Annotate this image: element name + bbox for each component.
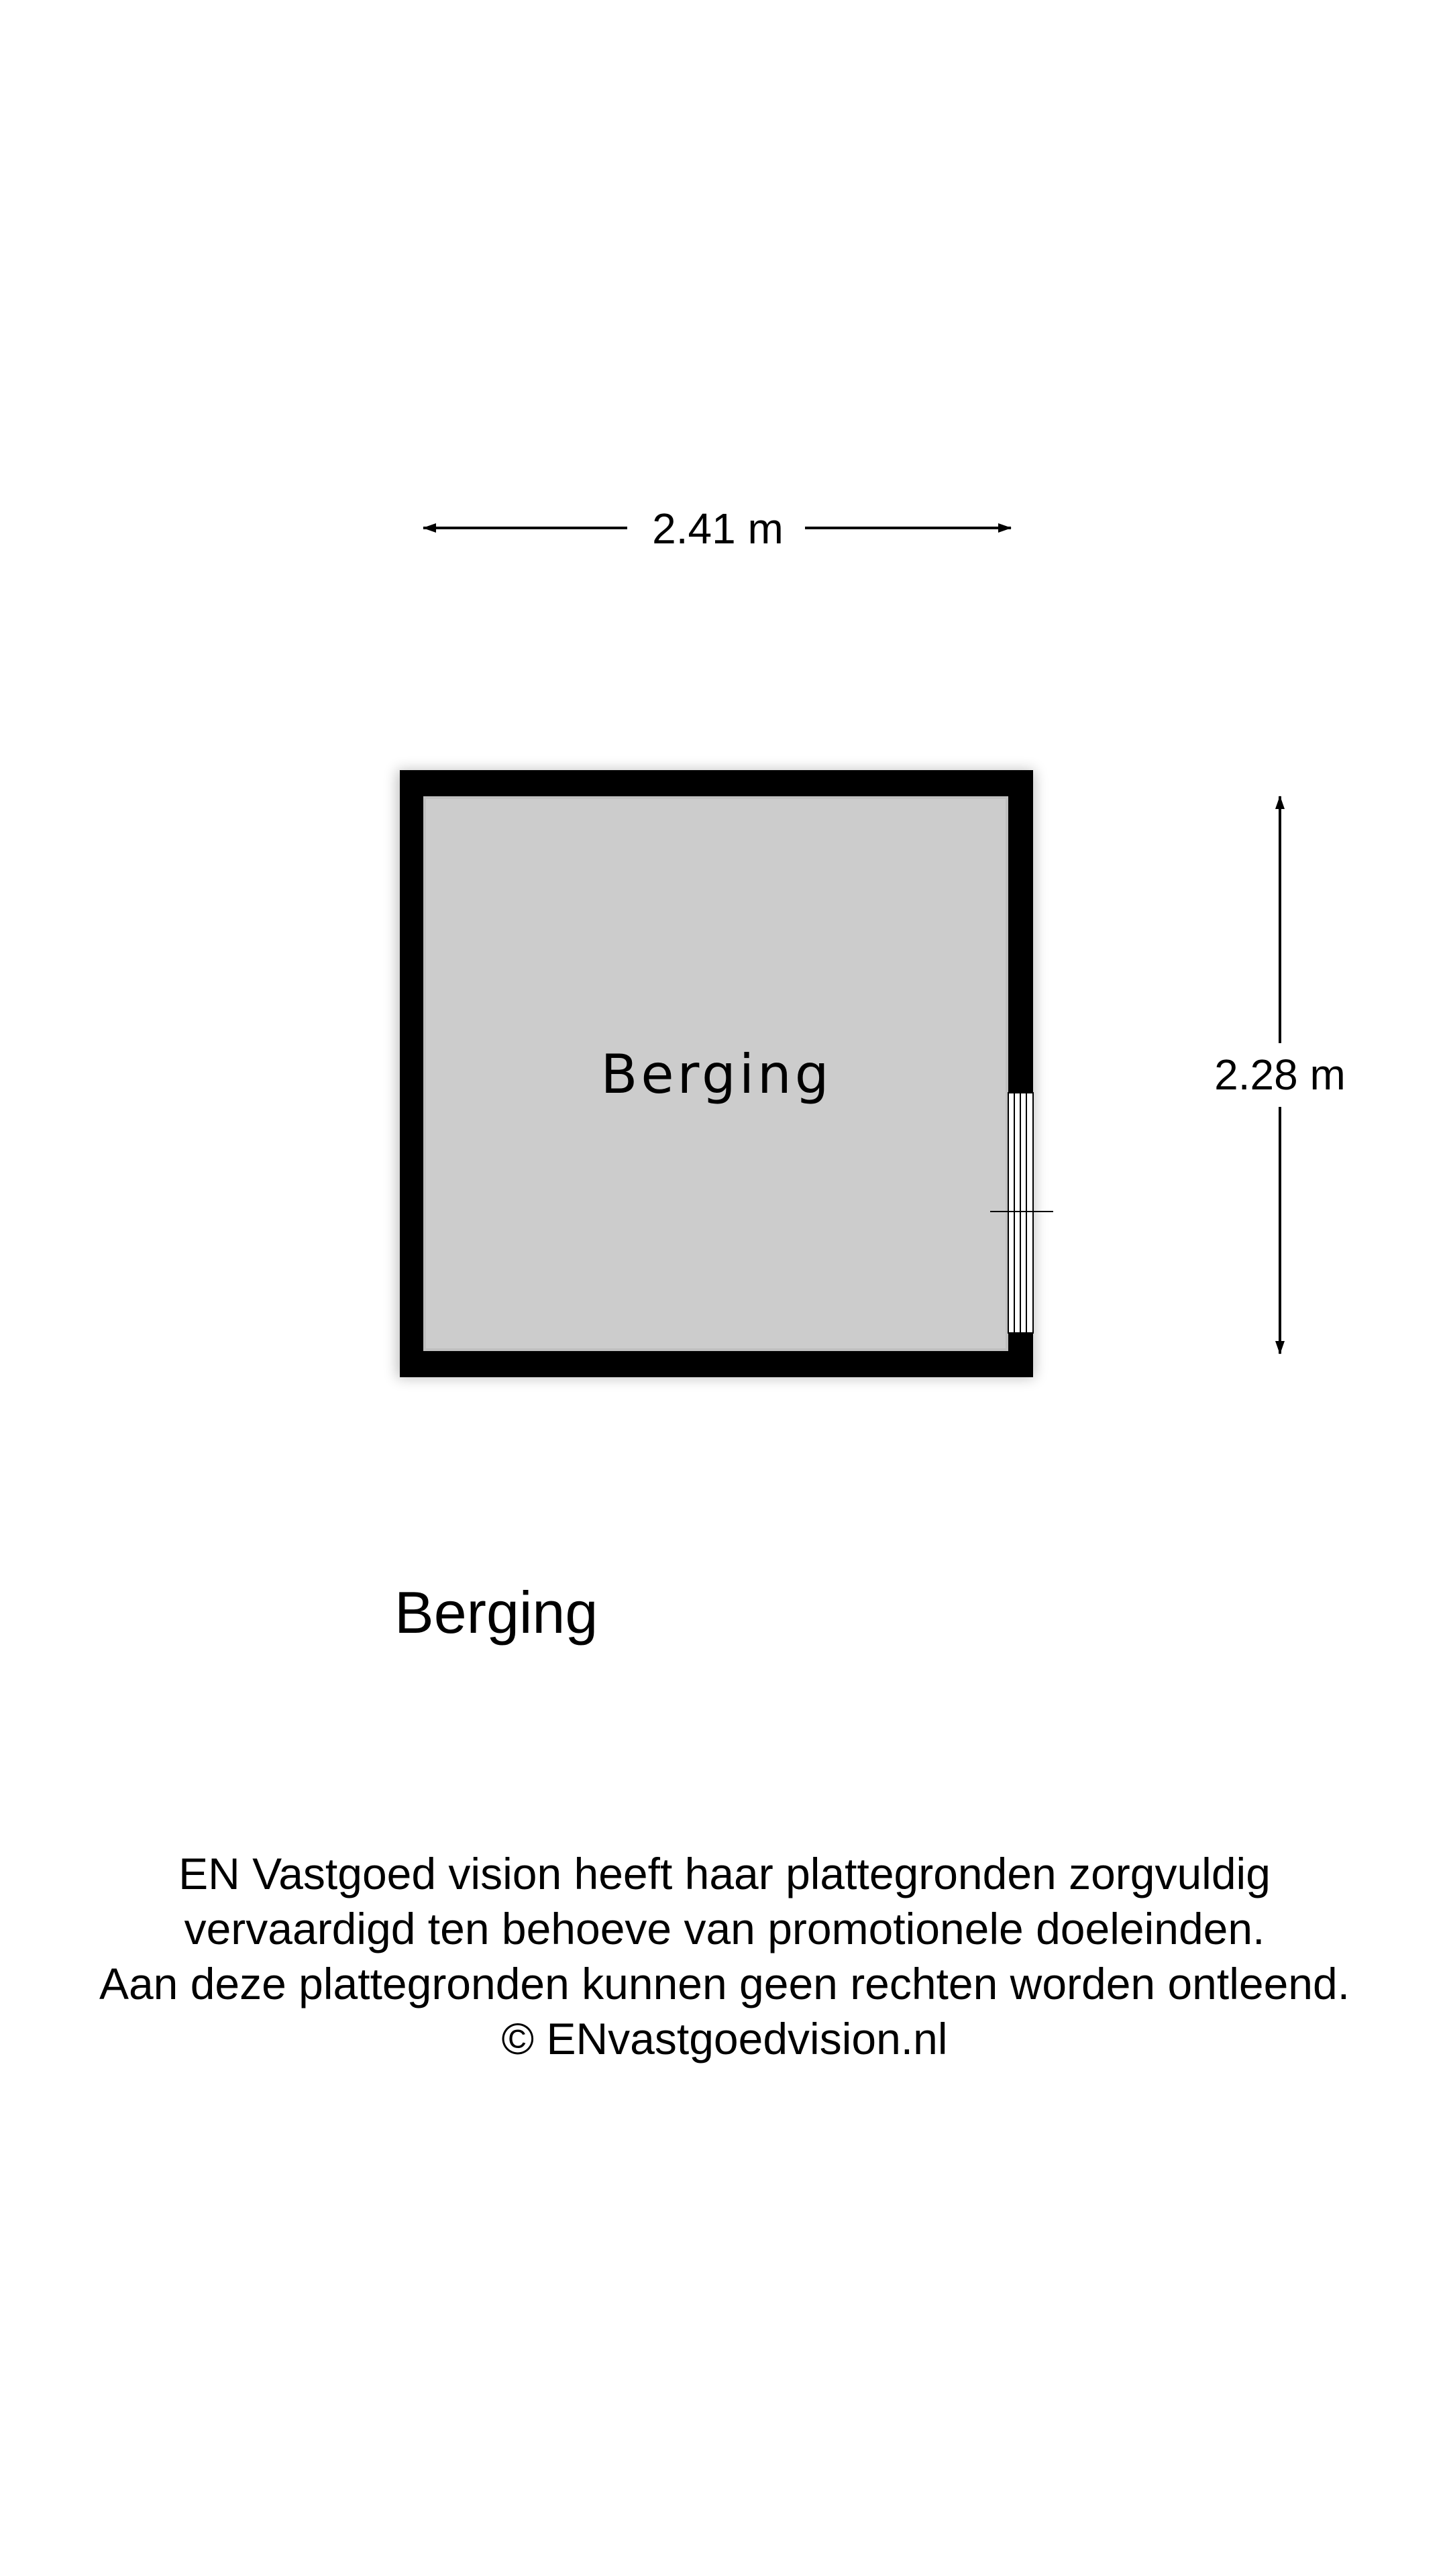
disclaimer: [0, 1846, 1449, 2066]
height-dimension-label: 2.28 m: [1214, 1051, 1346, 1099]
disclaimer-line: EN Vastgoed vision heeft haar plattegronden zorgvuldig: [178, 1849, 1271, 1898]
disclaimer-copyright: © ENvastgoedvision.nl: [501, 2014, 948, 2063]
wall-left: [400, 770, 423, 1377]
height-dimension: [1214, 796, 1346, 1354]
room-berging: [397, 770, 1053, 1378]
wall-right-lower: [1008, 1333, 1033, 1377]
wall-top: [400, 770, 1033, 796]
disclaimer-line: Aan deze plattegronden kunnen geen rechten worden ontleend.: [99, 1959, 1350, 2008]
width-dimension-label: 2.41 m: [652, 504, 784, 553]
disclaimer-line: vervaardigd ten behoeve van promotionele doeleinden.: [184, 1904, 1265, 1953]
room-label: Berging: [600, 1043, 833, 1106]
width-dimension: [423, 504, 1011, 553]
wall-bottom: [400, 1351, 1033, 1377]
wall-right-upper: [1008, 770, 1033, 1093]
floor-title: Berging: [394, 1579, 598, 1646]
